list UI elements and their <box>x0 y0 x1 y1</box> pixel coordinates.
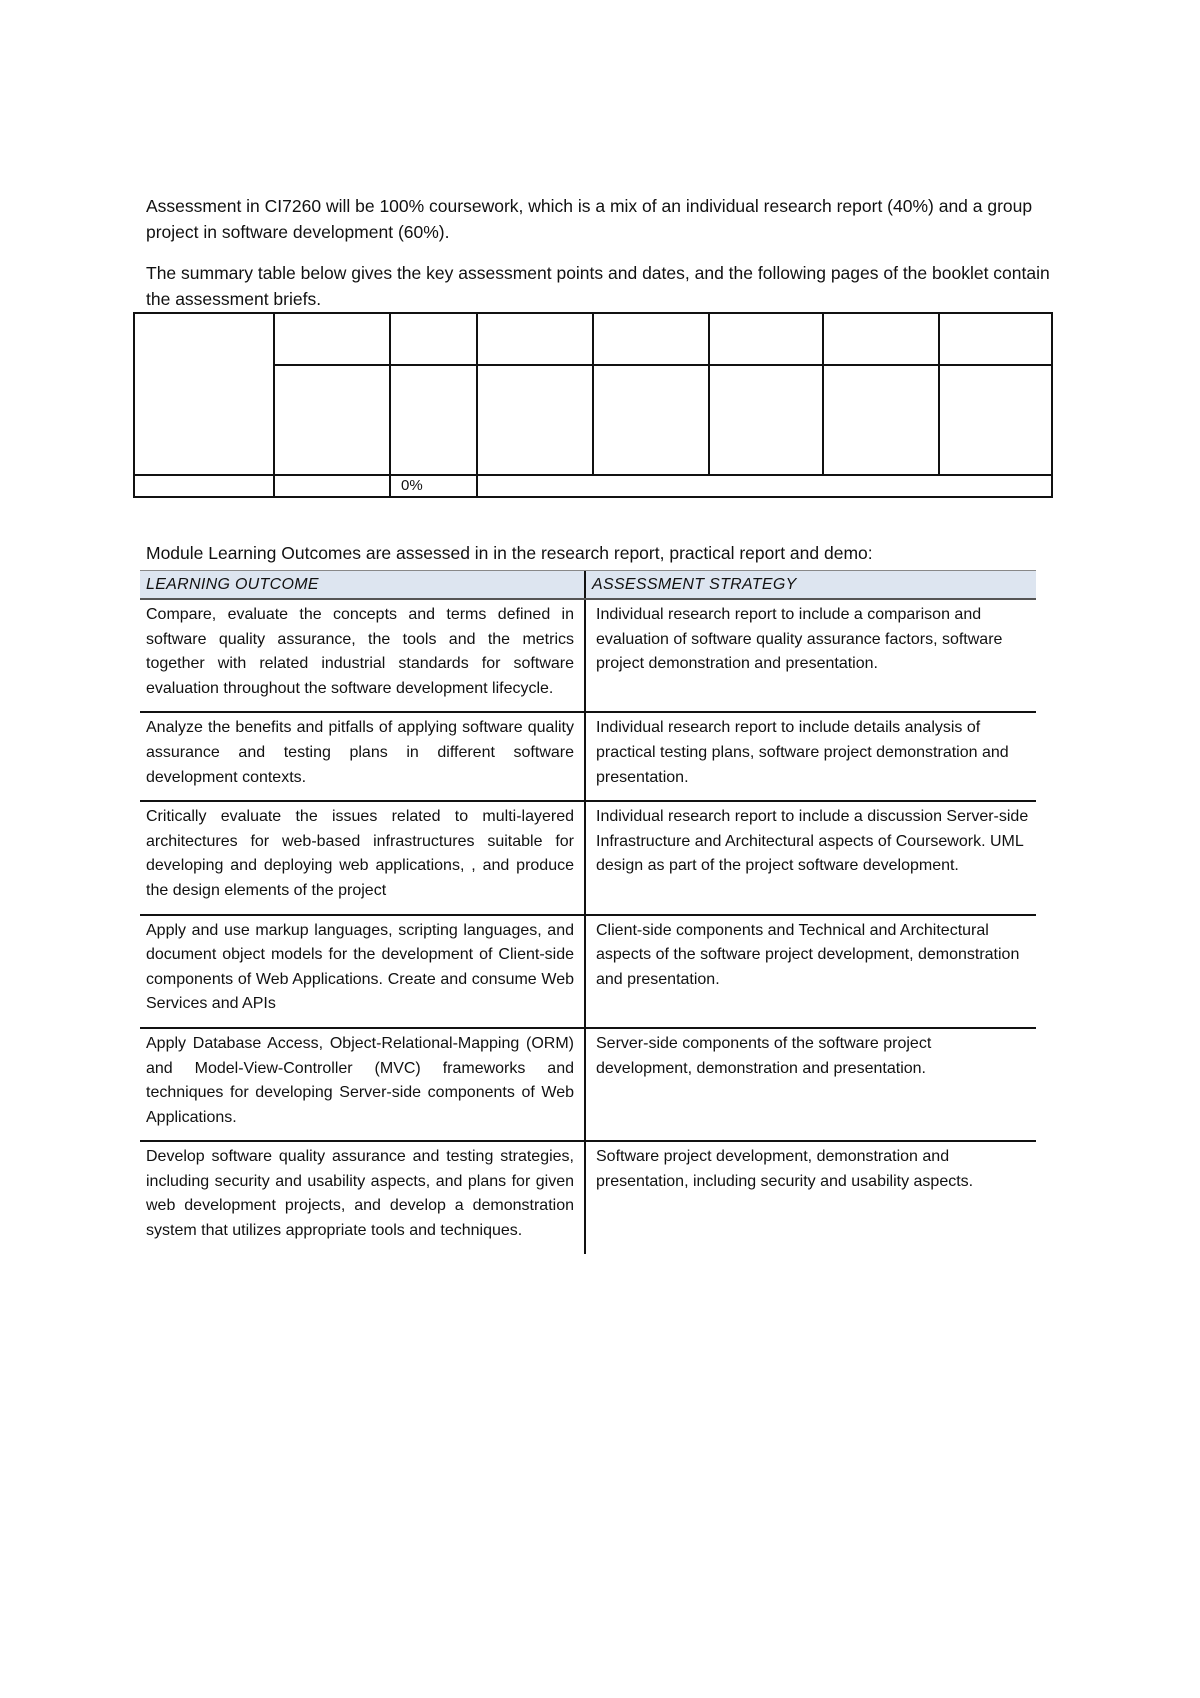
outcome-cell: Compare, evaluate the concepts and terms defined in software quality assurance, the tools and the metrics together with related industrial standards for software evaluation throughout the software development lifecycle. <box>140 600 586 711</box>
outcomes-intro: Module Learning Outcomes are assessed in in the research report, practical report and demo: <box>146 543 873 563</box>
outcome-cell: Apply and use markup languages, scripting languages, and document object models for the development of Client-side components of Web Applications. Create and consume Web Services and APIs <box>140 916 586 1027</box>
strategy-cell: Individual research report to include details analysis of practical testing plans, software project demonstration and presentation. <box>596 719 1009 786</box>
strategy-cell: Software project development, demonstration and presentation, including security and usability aspects. <box>596 1148 974 1190</box>
summary-col-line <box>592 312 594 474</box>
table-row <box>140 1140 1036 1253</box>
table-row <box>140 914 1036 1027</box>
summary-col-line <box>708 312 710 474</box>
intro-paragraph-2: The summary table below gives the key assessment points and dates, and the following pages of the booklet contain the assessment briefs. <box>146 263 1050 309</box>
learning-outcomes-table <box>140 570 1036 1254</box>
header-learning-outcome: LEARNING OUTCOME <box>140 571 586 598</box>
table-row <box>140 711 1036 800</box>
outcome-cell: Critically evaluate the issues related to multi-layered architectures for web-based infrastructures suitable for developing and deploying web applications, , and produce the design elements of the project <box>140 802 586 913</box>
summary-table <box>133 312 1053 498</box>
summary-weight-cell: 0% <box>401 477 423 494</box>
outcome-cell: Apply Database Access, Object-Relational-Mapping (ORM) and Model-View-Controller (MVC) frameworks and techniques for developing Server-side components of Web Applications. <box>140 1029 586 1140</box>
summary-col-line <box>389 312 391 498</box>
summary-col-line <box>822 312 824 474</box>
intro-paragraph-1: Assessment in CI7260 will be 100% coursework, which is a mix of an individual research report (40%) and a group project in software development (60%). <box>146 196 1033 242</box>
header-assessment-strategy: ASSESSMENT STRATEGY <box>592 576 797 593</box>
summary-col-line <box>273 312 275 498</box>
summary-row-line <box>133 474 1053 476</box>
strategy-cell: Client-side components and Technical and Architectural aspects of the software project development, demonstration and presentation. <box>596 921 1020 988</box>
outcome-cell: Analyze the benefits and pitfalls of applying software quality assurance and testing plans in different software development contexts. <box>140 713 586 800</box>
table-row <box>140 1027 1036 1140</box>
strategy-cell: Individual research report to include a comparison and evaluation of software quality assurance factors, software project demonstration and presentation. <box>596 606 1003 673</box>
summary-col-line <box>938 312 940 474</box>
summary-row-line <box>273 364 1053 366</box>
table-row <box>140 800 1036 913</box>
strategy-cell: Individual research report to include a discussion Server-side Infrastructure and Architectural aspects of Coursework. UML design as part of the project software development. <box>596 808 1029 875</box>
outcome-cell: Develop software quality assurance and testing strategies, including security and usability aspects, and plans for given web development projects, and develop a demonstration system that utilizes appropriate tools and techniques. <box>140 1142 586 1253</box>
table-header <box>140 570 1036 600</box>
table-row <box>140 600 1036 711</box>
strategy-cell: Server-side components of the software project development, demonstration and presentation. <box>596 1034 932 1077</box>
summary-col-line <box>476 312 478 498</box>
